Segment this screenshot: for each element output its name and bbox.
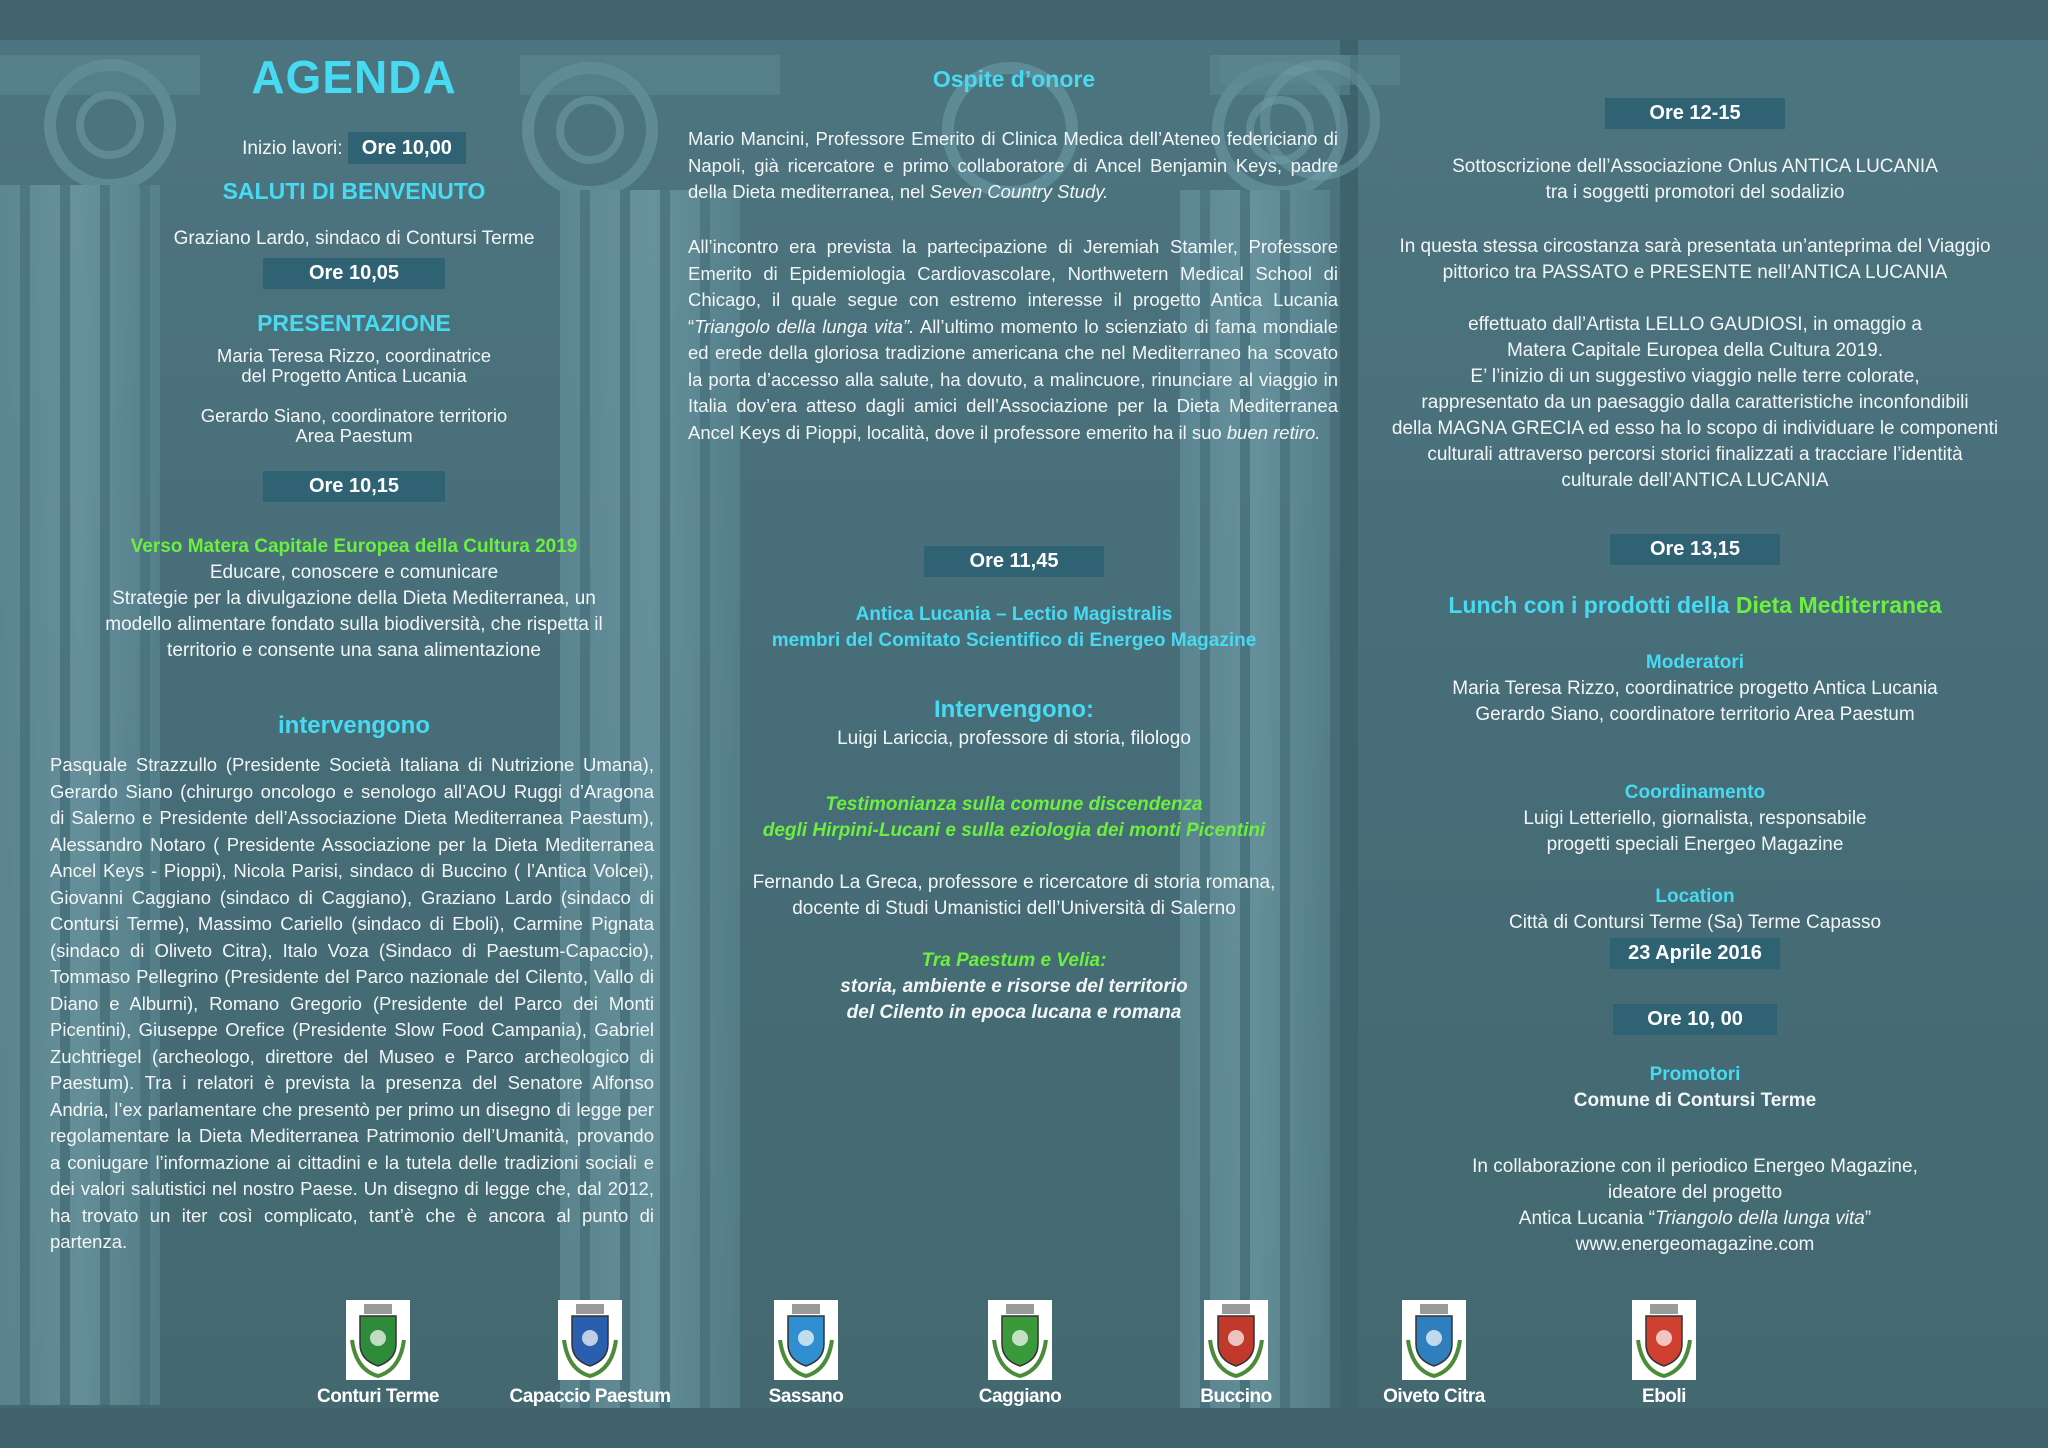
collab-website: www.energeomagazine.com <box>1575 1234 1815 1255</box>
logo-3 <box>930 1300 1110 1408</box>
collab-line-3-a: Antica Lucania “ <box>1518 1208 1656 1229</box>
lunch-dieta: Dieta Mediterranea <box>1735 592 1942 618</box>
tra-heading: Tra Paestum e Velia: <box>921 950 1107 971</box>
pres-line-2: del Progetto Antica Lucania <box>241 365 467 386</box>
logo-4 <box>1146 1300 1326 1408</box>
location-block <box>1370 884 2020 936</box>
crest-temple-icon <box>558 1300 622 1380</box>
circ-line-2: pittorico tra PASSATO e PRESENTE nell’ANTICA LUCANIA <box>1442 262 1948 283</box>
crest-castle-icon <box>1632 1300 1696 1380</box>
ospite-para2-text-c: All’ultimo momento lo scienziato di fama mondiale ed erede della gloriosa tradizione americana che nel Mediterraneo ha scovato la porta d’accesso alla salute, ha dovuto, a malincuore, rinunciare al viaggio in Italia dov’era atteso dagli amici dell’Associazione per la Dieta Mediterranea Ancel Keys di Pioppi, località, dove il professore emerito ha il suo <box>688 315 1338 443</box>
circ-line-1: In questa stessa circostanza sarà presentata un’anteprima del Viaggio <box>1399 236 1991 257</box>
verso-line-4: territorio e consente una sana alimentazione <box>167 640 541 661</box>
verso-line-3: modello alimentare fondato sulla biodiversità, che rispetta il <box>105 614 603 635</box>
ospite-para2-triangolo: Triangolo della lunga vita”. <box>694 315 915 337</box>
agenda-title: AGENDA <box>251 51 457 103</box>
verso-heading: Verso Matera Capitale Europea della Cultura 2019 <box>130 536 578 557</box>
inizio-lavori <box>40 132 668 164</box>
crest-olive-icon <box>1402 1300 1466 1380</box>
sottoscrizione-block <box>1370 154 2020 206</box>
verso-block <box>40 534 668 664</box>
presentazione-block <box>40 345 668 445</box>
fernando-line-1: Fernando La Greca, professore e ricercatore di storia romana, <box>752 872 1276 893</box>
testimonianza-block <box>688 792 1340 844</box>
intervengono-2-heading: Intervengono: <box>934 696 1094 723</box>
ospite-para1-study: Seven Country Study. <box>929 181 1109 202</box>
lectio-line-2: membri del Comitato Scientifico di Energeo Magazine <box>771 630 1257 651</box>
testim-line-1: Testimonianza sulla comune discendenza <box>825 794 1203 815</box>
logo-name: Conturi Terme <box>317 1386 439 1407</box>
promotori-heading: Promotori <box>1649 1064 1741 1085</box>
intervengono-paragraph: Pasquale Strazzullo (Presidente Società Italiana di Nutrizione Umana), Gerardo Siano (chirurgo oncologo e senologo all’AOU Ruggi d’Aragona di Salerno e Presidente dell’Associazione Dieta Mediterranea Paestum), Alessandro Notaro ( Presidente Associazione per la Dieta Mediterranea Ancel Keys - Pioppi), Nicola Parisi, sindaco di Buccino ( l’Antica Volcei), Giovanni Caggiano (sindaco di Caggiano), Graziano Lardo (sindaco di Contursi Terme), Massimo Cariello (sindaco di Eboli), Carmine Pignata (sindaco di Oliveto Citra), Italo Voza (Sindaco di Paestum-Capaccio), Tommaso Pellegrino (Presidente del Parco nazionale del Cilento, Vallo di Diano e Alburni), Romano Gregorio (Presidente del Parco dei Monti Picentini), Giuseppe Orefice (Presidente Slow Food Campania), Gabriel Zuchtriegel (archeologo, direttore del Museo e Parco archeologico di Paestum). Tra i relatori è prevista la presenza del Senatore Alfonso Andria, l’ex parlamentare che presentò per primo un disegno di legge per regolamentare la Dieta Mediterranea Patrimonio dell’Umanità, provando a coniugare l’informazione ai cittadini e la tutela delle tradizioni sociali e dei valori salutistici nel nostro Paese. Un disegno di legge che, dal 2012, ha trovato un iter così complicato, tant’è che è ancora al punto di partenza. <box>50 754 654 1252</box>
crest-rooster-icon <box>1204 1300 1268 1380</box>
effettuato-block <box>1370 312 2020 494</box>
coord-line-2: progetti speciali Energeo Magazine <box>1546 834 1844 855</box>
logo-name: Buccino <box>1200 1386 1272 1407</box>
coordinamento-block <box>1370 780 2020 858</box>
ospite-heading: Ospite d’onore <box>932 66 1096 92</box>
lunch-heading <box>1370 592 2020 619</box>
pres-line-1: Maria Teresa Rizzo, coordinatrice <box>216 345 492 366</box>
ospite-paragraph-1 <box>688 126 1338 206</box>
logo-name: Sassano <box>768 1386 844 1407</box>
logo-name: Capaccio Paestum <box>509 1386 671 1407</box>
coordinamento-heading: Coordinamento <box>1624 782 1766 803</box>
verso-line-2: Strategie per la divulgazione della Dieta Mediterranea, un <box>112 588 596 609</box>
circostanza-block <box>1370 234 2020 286</box>
eff-line-6: culturali attraverso percorsi storici finalizzati a tracciare l’identità <box>1427 444 1963 465</box>
crest-star-icon <box>774 1300 838 1380</box>
promotori-name: Comune di Contursi Terme <box>1573 1090 1817 1111</box>
collab-line-3-c: ” <box>1864 1208 1872 1229</box>
tra-line-2: del Cilento in epoca lucana e romana <box>846 1002 1182 1023</box>
moderatori-heading: Moderatori <box>1645 652 1745 673</box>
sott-line-1: Sottoscrizione dell’Associazione Onlus ANTICA LUCANIA <box>1452 156 1938 177</box>
time-1215-badge: Ore 12-15 <box>1605 98 1784 129</box>
sott-line-2: tra i soggetti promotori del sodalizio <box>1545 182 1845 203</box>
lectio-line-1: Antica Lucania – Lectio Magistralis <box>855 604 1173 625</box>
inizio-label: Inizio lavori: <box>242 138 348 159</box>
promotori-block <box>1370 1062 2020 1114</box>
coord-line-1: Luigi Letteriello, giornalista, responsabile <box>1523 808 1867 829</box>
logo-5 <box>1344 1300 1524 1408</box>
collab-line-2: ideatore del progetto <box>1607 1182 1783 1203</box>
logo-name: Caggiano <box>978 1386 1062 1407</box>
moderatori-block <box>1370 650 2020 728</box>
logo-0 <box>288 1300 468 1408</box>
saluti-person: Graziano Lardo, sindaco di Contursi Terme <box>173 228 535 249</box>
date-badge: 23 Aprile 2016 <box>1610 938 1780 969</box>
logo-6 <box>1574 1300 1754 1408</box>
bottom-border <box>0 1408 2048 1448</box>
fernando-line-2: docente di Studi Umanistici dell’Università di Salerno <box>792 898 1236 919</box>
inizio-time-badge: Ore 10,00 <box>348 132 466 164</box>
ospite-para2-text-a: All’incontro era prevista la partecipazione di Jeremiah Stamler, Professore Emerito di Epidemiologia Cardiovascolare, Northwetern Medical School di Chicago, il quale segue con estremo interesse il progetto Antica Lucania “ <box>688 236 1338 337</box>
collab-line-3 <box>1370 1206 2020 1232</box>
eff-line-4: rappresentato da un paesaggio dalla caratteristiche inconfondibili <box>1421 392 1969 413</box>
logo-1 <box>500 1300 680 1408</box>
tra-line-1: storia, ambiente e risorse del territorio <box>840 976 1188 997</box>
intervengono-2-person: Luigi Lariccia, professore di storia, filologo <box>837 728 1191 749</box>
time-1145-badge: Ore 11,45 <box>924 546 1105 577</box>
eff-line-5: della MAGNA GRECIA ed esso ha lo scopo di individuare le componenti <box>1391 418 1999 439</box>
ospite-para2-retiro: buen retiro. <box>1226 421 1321 443</box>
mod-line-2: Gerardo Siano, coordinatore territorio Area Paestum <box>1475 704 1915 725</box>
crest-tree-icon <box>346 1300 410 1380</box>
lunch-text: Lunch con i prodotti della <box>1448 592 1736 618</box>
logo-name: Oiveto Citra <box>1383 1386 1485 1407</box>
ospite-para1-text: Mario Mancini, Professore Emerito di Clinica Medica dell’Ateneo federiciano di Napoli, già ricercatore e primo collaboratore di Ancel Benjamin Keys, padre della Dieta mediterranea, nel <box>688 128 1338 202</box>
collab-line-1: In collaborazione con il periodico Energeo Magazine, <box>1472 1156 1918 1177</box>
verso-line-1: Educare, conoscere e comunicare <box>209 562 499 583</box>
location-heading: Location <box>1655 886 1735 907</box>
time-1005-badge: Ore 10,05 <box>263 258 445 289</box>
tra-paestum-block <box>688 948 1340 1026</box>
pres-line-4: Area Paestum <box>295 425 413 446</box>
testim-line-2: degli Hirpini-Lucani e sulla eziologia dei monti Picentini <box>762 820 1266 841</box>
pres-line-3: Gerardo Siano, coordinatore territorio <box>200 405 508 426</box>
saluti-heading: SALUTI DI BENVENUTO <box>222 178 486 204</box>
lectio-block <box>688 602 1340 654</box>
eff-line-7: culturale dell’ANTICA LUCANIA <box>1561 470 1829 491</box>
crest-checker-icon <box>988 1300 1052 1380</box>
collab-line-3-b: Triangolo della lunga vita <box>1655 1208 1865 1229</box>
mod-line-1: Maria Teresa Rizzo, coordinatrice progetto Antica Lucania <box>1452 678 1938 699</box>
eff-line-1: effettuato dall’Artista LELLO GAUDIOSI, in omaggio a <box>1468 314 1922 335</box>
eff-line-2: Matera Capitale Europea della Cultura 2019. <box>1506 340 1883 361</box>
eff-line-3: E’ l’inizio di un suggestivo viaggio nelle terre colorate, <box>1470 366 1920 387</box>
collaborazione-block <box>1370 1154 2020 1258</box>
location-line: Città di Contursi Terme (Sa) Terme Capasso <box>1508 912 1882 933</box>
logo-name: Eboli <box>1642 1386 1686 1407</box>
ospite-paragraph-2 <box>688 234 1338 446</box>
presentazione-heading: PRESENTAZIONE <box>257 310 451 336</box>
intervengono-heading: intervengono <box>277 712 430 739</box>
time-1315-badge: Ore 13,15 <box>1610 534 1780 565</box>
fernando-block <box>688 870 1340 922</box>
time-1000-badge: Ore 10, 00 <box>1613 1004 1777 1035</box>
time-1015-badge: Ore 10,15 <box>263 471 445 502</box>
logo-2 <box>716 1300 896 1408</box>
